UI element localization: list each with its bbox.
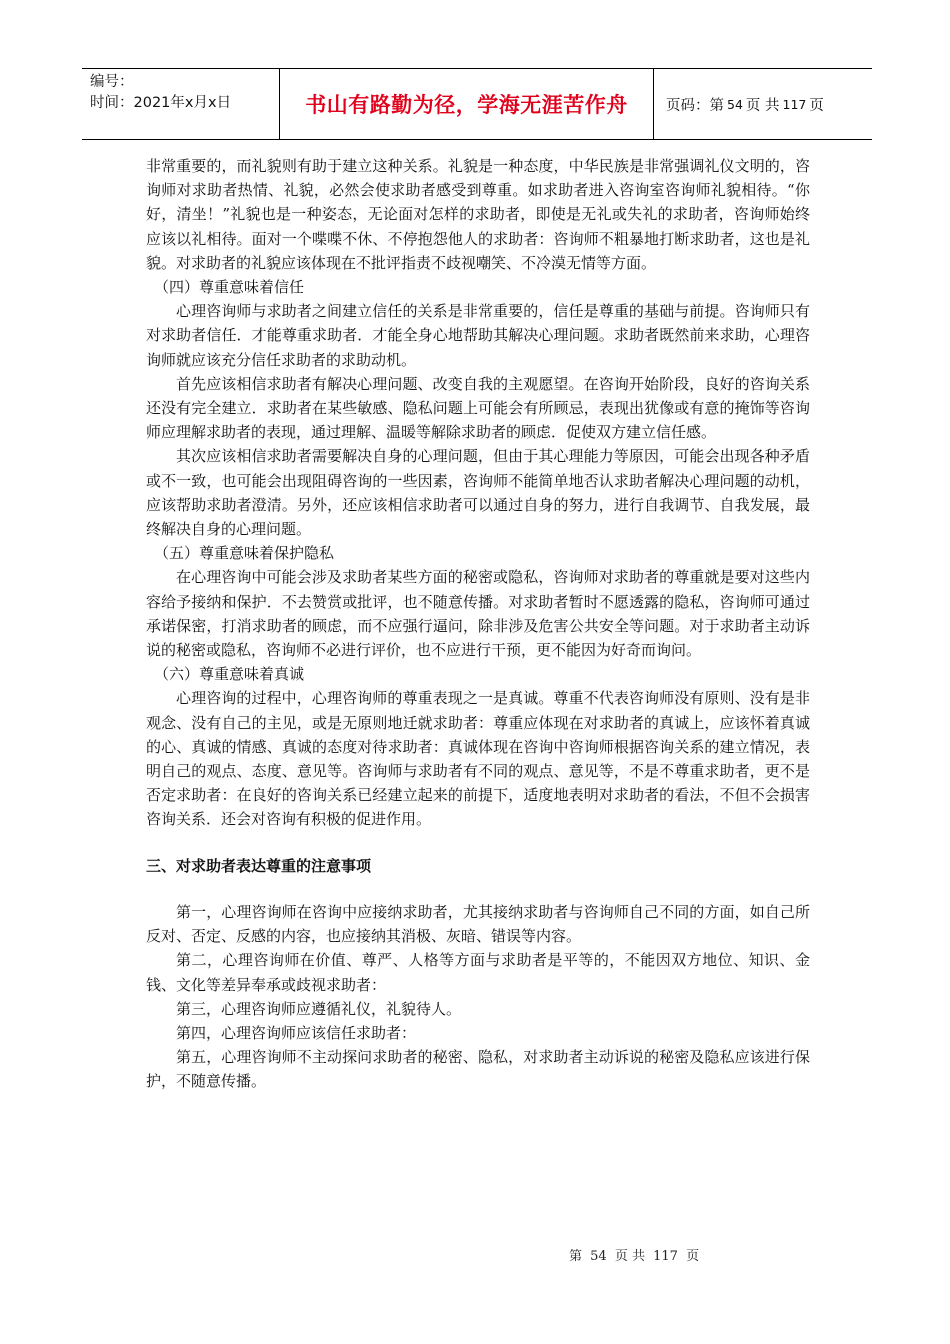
paragraph: 其次应该相信求助者需要解决自身的心理问题，但由于其心理能力等原因，可能会出现各种矛盾或不一致，也可能会出现阻碍咨询的一些因素，咨询师不能简单地否认求助者解决心理问题的动机，应该帮助求助者澄清。另外，还应该相信求助者可以通过自身的努力，进行自我调节、自我发展，最终解决自身的心理问题。: [146, 447, 810, 539]
paragraph: 首先应该相信求助者有解决心理问题、改变自我的主观愿望。在咨询开始阶段，良好的咨询关系还没有完全建立．求助者在某些敏感、隐私问题上可能会有所顾忌，表现出犹像或有意的掩饰等咨询师应理解求助者的表现，通过理解、温暖等解除求助者的顾虑．促使双方建立信任感。: [146, 374, 810, 442]
subheading: （四）尊重意味着信任: [154, 278, 305, 297]
paragraph: 第三，心理咨询师应遵循礼仪，礼貌待人。: [176, 999, 462, 1018]
paragraph: 第一，心理咨询师在咨询中应接纳求助者，尤其接纳求助者与咨询师自己不同的方面，如自己所反对、否定、反感的内容，也应接纳其消极、灰暗、错误等内容。: [146, 902, 810, 946]
document-time-label: 时间：2021年x月x日: [90, 95, 232, 111]
paragraph: 第四，心理咨询师应该信任求助者：: [176, 1023, 417, 1042]
footer-suffix: 页: [686, 1249, 700, 1264]
header-page-prefix: 页码：第: [666, 97, 724, 114]
section-heading: 三、对求助者表达尊重的注意事项: [146, 856, 372, 875]
page-footer: [567, 1245, 701, 1264]
subheading: （五）尊重意味着保护隐私: [154, 544, 335, 563]
header-meta: [82, 69, 280, 139]
page-header: [82, 68, 872, 140]
document-body: [146, 154, 810, 1094]
paragraph: 第二，心理咨询师在价值、尊严、人格等方面与求助者是平等的，不能因双方地位、知识、金钱、文化等差异奉承或歧视求助者：: [146, 951, 810, 994]
paragraph: 第五，心理咨询师不主动探问求助者的秘密、隐私，对求助者主动诉说的秘密及隐私应该进行保护，不随意传播。: [146, 1048, 810, 1091]
footer-prefix: 第: [569, 1249, 583, 1264]
paragraph: 非常重要的，而礼貌则有助于建立这种关系。礼貌是一种态度，中华民族是非常强调礼仪文明的，咨询师对求助者热情、礼貌，必然会使求助者感受到尊重。如求助者进入咨询室咨询师礼貌相待。“你好，清坐！”礼貌也是一种姿态，无论面对怎样的求助者，即使是无礼或失礼的求助者，咨询师始终应该以礼相待。面对一个喋喋不休、不停抱怨他人的求助者：咨询师不粗暴地打断求助者，这也是礼貌。对求助者的礼貌应该体现在不批评指责不歧视嘲笑、不冷漠无情等方面。: [146, 157, 810, 272]
header-page-mid: 页 共: [745, 97, 780, 114]
subheading: （六）尊重意味着真诚: [154, 665, 305, 684]
paragraph: 心理咨询的过程中，心理咨询师的尊重表现之一是真诚。尊重不代表咨询师没有原则、没有是非观念、没有自己的主见，或是无原则地迁就求助者：尊重应体现在对求助者的真诚上，应该怀着真诚的心、真诚的情感、真诚的态度对待求助者：真诚体现在咨询中咨询师根据咨询关系的建立情况，表明自己的观点、态度、意见等。咨询师与求助者有不同的观点、意见等，不是不尊重求助者，更不是否定求助者：在良好的咨询关系已经建立起来的前提下，适度地表明对求助者的看法，不但不会损害咨询关系．还会对咨询有积极的促进作用。: [146, 689, 810, 829]
header-page-total: 117: [782, 96, 807, 112]
paragraph: 心理咨询师与求助者之间建立信任的关系是非常重要的，信任是尊重的基础与前提。咨询师只有对求助者信任．才能尊重求助者．才能全身心地帮助其解决心理问题。求助者既然前来求助，心理咨询师就应该充分信任求助者的求助动机。: [146, 302, 810, 369]
footer-page-total: 117: [653, 1249, 678, 1264]
document-number-label: 编号：: [90, 74, 134, 90]
header-page-suffix: 页: [809, 97, 824, 114]
paragraph: 在心理咨询中可能会涉及求助者某些方面的秘密或隐私，咨询师对求助者的尊重就是要对这些内容给予接纳和保护．不去赞赏或批评，也不随意传播。对求助者暂时不愿透露的隐私，咨询师可通过承诺保密，打消求助者的顾虑，而不应强行逼问，除非涉及危害公共安全等问题。对于求助者主动诉说的秘密或隐私，咨询师不必进行评价，也不应进行干预，更不能因为好奇而询问。: [146, 568, 810, 660]
header-page-current: 54: [727, 96, 743, 112]
header-page-indicator: [654, 69, 872, 139]
footer-mid: 页 共: [614, 1249, 645, 1264]
header-motto: 书山有路勤为径，学海无涯苦作舟: [280, 69, 654, 139]
footer-page-current: 54: [590, 1249, 607, 1264]
